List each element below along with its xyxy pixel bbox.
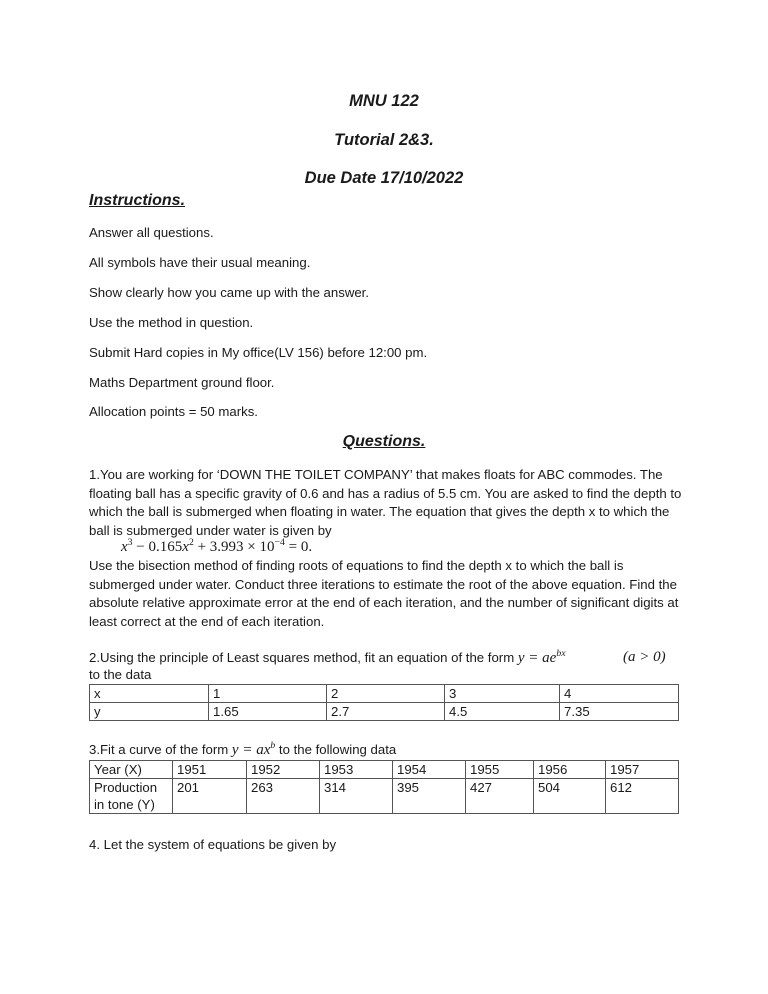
instruction-item: Use the method in question.	[89, 315, 254, 330]
question-2-tail: to the data	[89, 667, 152, 682]
instructions-heading: Instructions.	[89, 192, 186, 209]
table-cell: 201	[173, 779, 247, 814]
eq-exp-neg4: −4	[274, 537, 285, 548]
q3-form-exp: b	[270, 740, 276, 751]
table-cell: 2.7	[327, 703, 445, 721]
table-cell: 2	[327, 685, 445, 703]
table-cell: 263	[247, 779, 320, 814]
table-cell: 1954	[393, 761, 466, 779]
eq-term: − 0.165	[132, 539, 183, 555]
eq-term: + 3.993 × 10	[193, 539, 275, 555]
question-2-table	[89, 684, 679, 721]
table-cell: 1.65	[209, 703, 327, 721]
eq-x2: x	[182, 539, 189, 555]
questions-heading	[0, 433, 768, 451]
q2-form-eq: = ae	[524, 650, 557, 666]
instruction-item: Show clearly how you came up with the answer.	[89, 285, 370, 300]
question-1-body: Use the bisection method of finding roots of equations to find the depth x to which the ball is submerged under water. Conduct three iterations to estimate the root of the above equation. Find the absolute relative approximate error at the end of each iteration, and the number of significant digits at least correct at the end of each iteration.	[89, 558, 679, 629]
instruction-item: Answer all questions.	[89, 225, 214, 240]
due-date: Due Date 17/10/2022	[304, 169, 464, 187]
table-cell: Production in tone (Y)	[90, 779, 173, 814]
q2-text: 2.Using the principle of Least squares method, fit an equation of the form	[89, 650, 518, 665]
table-cell: 4	[560, 685, 679, 703]
table-row	[90, 703, 679, 721]
table-cell: 612	[606, 779, 679, 814]
table-cell: 7.35	[560, 703, 679, 721]
eq-exp3: 3	[127, 537, 133, 548]
question-2-condition: (a > 0)	[623, 649, 666, 665]
table-cell: 427	[466, 779, 534, 814]
course-code: MNU 122	[349, 92, 419, 110]
question-2-intro	[89, 650, 566, 667]
question-1-equation	[121, 539, 312, 556]
q2-form-exp: bx	[556, 648, 566, 659]
question-4-intro: 4. Let the system of equations be given by	[89, 837, 337, 852]
instruction-item: Allocation points = 50 marks.	[89, 404, 258, 419]
table-cell: 4.5	[445, 703, 560, 721]
table-cell: 1957	[606, 761, 679, 779]
table-cell: 504	[534, 779, 606, 814]
q3-form-y: y	[231, 742, 239, 758]
table-row	[90, 761, 679, 779]
table-cell: 1	[209, 685, 327, 703]
table-cell: 1953	[320, 761, 393, 779]
q2-form-y: y	[517, 650, 525, 666]
question-1-intro: 1.You are working for ‘DOWN THE TOILET COMPANY’ that makes floats for ABC commodes. The floating ball has a specific gravity of 0.6 and has a radius of 5.5 cm. You are asked to find the depth to which the ball is submerged when floating in water. The equation that gives the depth x to which the ball is submerged under water is given by	[89, 467, 682, 538]
question-3-table	[89, 760, 679, 814]
table-row	[90, 685, 679, 703]
table-cell: 395	[393, 779, 466, 814]
table-cell: y	[90, 703, 209, 721]
instruction-item: Maths Department ground floor.	[89, 375, 275, 390]
questions-heading-text: Questions.	[342, 433, 426, 450]
eq-exp2: 2	[188, 537, 194, 548]
table-cell: 3	[445, 685, 560, 703]
question-3-intro	[89, 742, 396, 759]
table-cell: 314	[320, 779, 393, 814]
table-cell: 1956	[534, 761, 606, 779]
table-cell: 1951	[173, 761, 247, 779]
table-cell: 1955	[466, 761, 534, 779]
q3-text: 3.Fit a curve of the form	[89, 742, 232, 757]
table-cell: x	[90, 685, 209, 703]
instruction-item: All symbols have their usual meaning.	[89, 255, 311, 270]
tutorial-title: Tutorial 2&3.	[334, 131, 434, 149]
q3-form-eq: = ax	[238, 742, 271, 758]
table-cell: 1952	[247, 761, 320, 779]
table-cell: Year (X)	[90, 761, 173, 779]
q3-tail: to the following data	[275, 742, 397, 757]
eq-end: = 0.	[284, 539, 313, 555]
table-row	[90, 779, 679, 814]
instruction-item: Submit Hard copies in My office(LV 156) before 12:00 pm.	[89, 345, 428, 360]
eq-x: x	[121, 539, 128, 555]
